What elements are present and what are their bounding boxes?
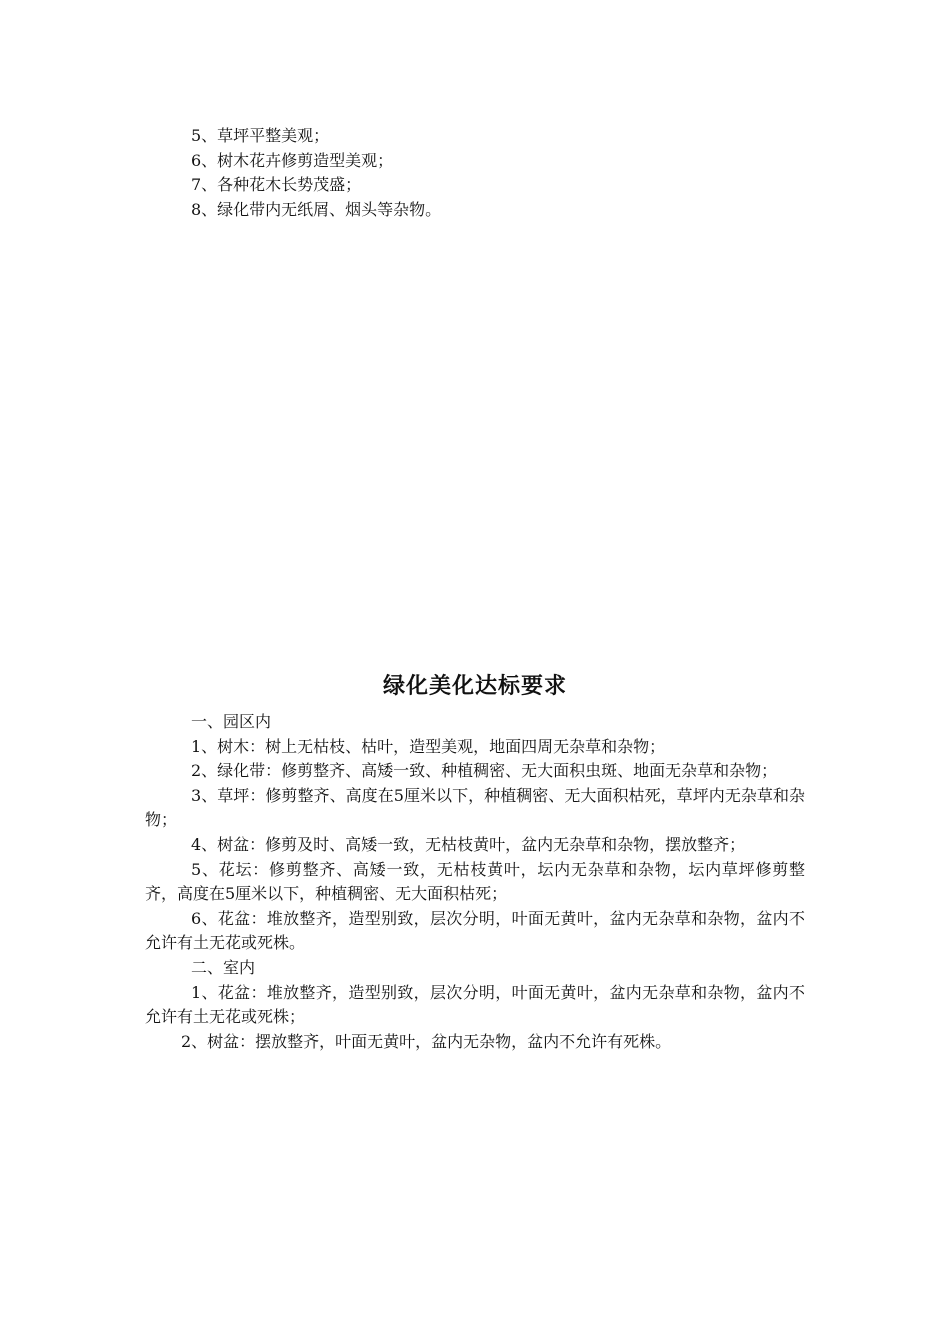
list-item: 5、草坪平整美观； (191, 126, 330, 145)
list-item: 7、各种花木长势茂盛； (191, 175, 362, 194)
section-heading-indoor: 二、室内 (191, 957, 256, 977)
list-item: 2、树盆：摆放整齐，叶面无黄叶，盆内无杂物，盆内不允许有死株。 (181, 1031, 672, 1051)
list-item: 6、花盆：堆放整齐，造型别致，层次分明，叶面无黄叶，盆内无杂草和杂物，盆内不允许有土无花或死株。 (145, 908, 805, 953)
section-heading-park: 一、园区内 (191, 712, 272, 731)
list-item: 3、草坪：修剪整齐、高度在5厘米以下，种植稠密、无大面积枯死，草坪内无杂草和杂物； (145, 785, 805, 830)
list-item: 2、绿化带：修剪整齐、高矮一致、种植稠密、无大面积虫斑、地面无杂草和杂物； (191, 761, 778, 781)
list-item: 4、树盆：修剪及时、高矮一致，无枯枝黄叶，盆内无杂草和杂物，摆放整齐； (191, 834, 746, 854)
list-item: 1、树木：树上无枯枝、枯叶，造型美观，地面四周无杂草和杂物； (191, 736, 666, 756)
standards-list-continued (145, 124, 805, 222)
list-item: 5、花坛：修剪整齐、高矮一致，无枯枝黄叶，坛内无杂草和杂物，坛内草坪修剪整齐，高度在5厘米以下，种植稠密、无大面积枯死； (145, 859, 805, 904)
requirements-body (145, 710, 805, 1054)
list-item: 1、花盆：堆放整齐，造型别致，层次分明，叶面无黄叶，盆内无杂草和杂物，盆内不允许有土无花或死株； (145, 982, 805, 1027)
list-item: 8、绿化带内无纸屑、烟头等杂物。 (191, 199, 442, 219)
document-title: 绿化美化达标要求 (382, 674, 567, 699)
list-item: 6、树木花卉修剪造型美观； (191, 150, 394, 170)
